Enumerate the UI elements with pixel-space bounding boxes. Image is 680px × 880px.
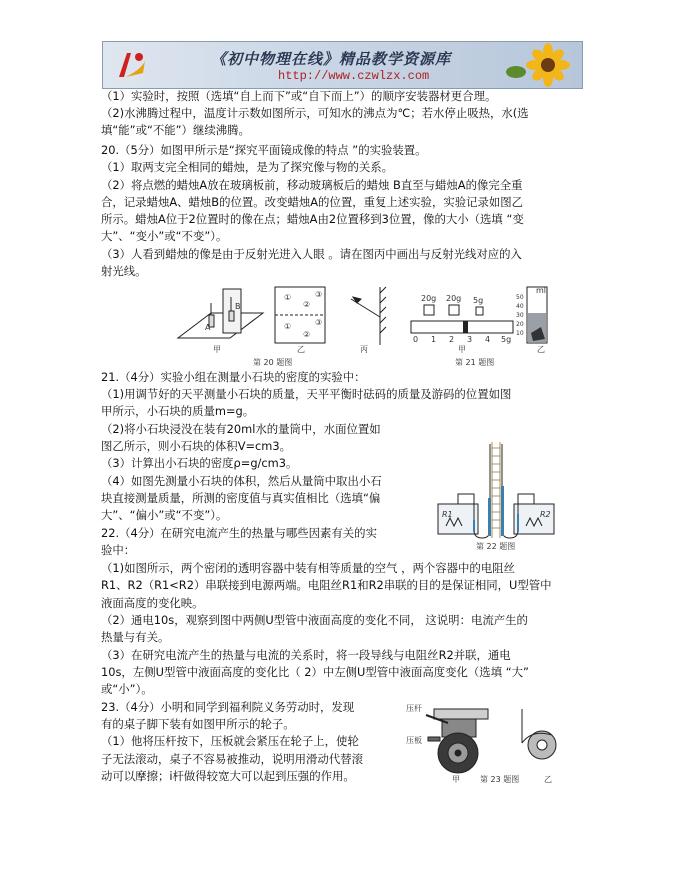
cylinder-mark: 20 <box>516 321 524 328</box>
label-press-plate: 压板 <box>406 736 422 745</box>
fig20-jia-diagram <box>178 289 263 338</box>
text-line: （2）将点燃的蜡烛A放在玻璃板前，移动玻璃板后的蜡烛 B直至与蜡烛A的像完全重 <box>101 178 523 192</box>
scale-tick: 1 <box>431 335 437 344</box>
figure-23-caption: 第 23 题图 <box>480 775 520 784</box>
sub-label-yi: 乙 <box>297 345 305 354</box>
text-line: （1）实验时，按照（选填“自上而下”或“自下而上”）的顺序安装器材更合理。 <box>101 89 497 103</box>
text-line: 大”、“变小”或“不变”）。 <box>101 229 228 243</box>
text-line: （3）人看到蜡烛的像是由于反射光进入人眼 。请在图丙中画出与反射光线对应的入 <box>101 247 522 261</box>
site-url[interactable]: http://www.czwlzx.com <box>278 69 430 83</box>
sub-label-bing: 丙 <box>360 345 368 354</box>
question-22-title: 22.（4分）在研究电流产生的热量与哪些因素有关的实 <box>101 526 377 540</box>
text-line: （1)用调节好的天平测量小石块的质量，天平平衡时砝码的质量及游码的位置如图 <box>101 387 512 401</box>
text-line: R1、R2（R1<R2）串联接到电源两端。电阻丝R1和R2串联的目的是保证相同，U型管中 <box>101 578 552 592</box>
position-1: ① <box>284 293 292 302</box>
cylinder-mark: 40 <box>516 303 524 310</box>
figure-22 <box>432 438 560 552</box>
fig20-bing-diagram <box>351 287 386 345</box>
text-line: 或“小”）。 <box>101 682 153 696</box>
cylinder-mark: 50 <box>516 294 524 301</box>
text-line: （2）通电10s，观察到图中两侧U型管中液面高度的变化不同， 这说明：电流产生的 <box>101 613 528 627</box>
label-r2: R2 <box>540 510 551 519</box>
cylinder-unit: ml <box>536 286 547 295</box>
text-line: （1)如图所示，两个密闭的透明容器中装有相等质量的空气 ，两个容器中的电阻丝 <box>101 561 515 575</box>
rider-marker <box>463 321 468 333</box>
text-line: 大”、“偏小”或“不变”）。 <box>101 508 228 522</box>
weight-20g-b: 20g <box>446 294 462 303</box>
sub-label-jia-21: 甲 <box>458 345 466 354</box>
question-20-title: 20.（5分）如图甲所示是“探究平面镜成像的特点 ”的实验装置。 <box>101 143 427 157</box>
label-r1: R1 <box>442 510 453 519</box>
position-2: ② <box>303 300 311 309</box>
question-21-title: 21.（4分）实验小组在测量小石块的密度的实验中： <box>101 370 366 384</box>
sunflower-image <box>498 42 578 88</box>
position-2-image: ② <box>303 330 311 339</box>
text-line: 子无法滚动，桌子不容易被推动，说明用滑动代替滚 <box>101 752 363 766</box>
position-1-image: ① <box>284 322 292 331</box>
text-line: （3）在研究电流产生的热量与电流的关系时，将一段导线与电阻丝R2并联，通电 <box>101 648 511 662</box>
label-b: B <box>235 302 241 311</box>
text-line: 射光线。 <box>101 264 147 278</box>
cylinder-mark: 30 <box>516 312 524 319</box>
header-banner <box>102 41 583 89</box>
question-23-title: 23.（4分）小明和同学到福利院义务劳动时，发现 <box>101 700 355 714</box>
figure-23 <box>404 703 572 785</box>
site-title: 《初中物理在线》精品教学资源库 <box>211 50 452 68</box>
scale-tick: 4 <box>485 335 491 344</box>
sub-label-jia: 甲 <box>213 345 221 354</box>
text-line: 10s，左侧U型管中液面高度的变化比（ 2）中左侧U型管中液面高度变化（选填 “大” <box>101 665 529 679</box>
position-3-image: ③ <box>315 318 323 327</box>
scale-tick: 5g <box>501 335 512 344</box>
text-line: （4）如图先测量小石块的体积，然后从量筒中取出小石 <box>101 474 382 488</box>
graduated-cylinder <box>527 287 547 343</box>
text-line: （2)将小石块浸没在装有20ml水的量筒中，水面位置如 <box>101 422 381 436</box>
label-press-lever: 压杆 <box>406 704 422 713</box>
sub-label-jia-23: 甲 <box>452 775 460 784</box>
fig21-weights <box>424 305 483 315</box>
balance-scale-bar <box>411 321 513 333</box>
sub-label-yi-23: 乙 <box>544 775 552 784</box>
figure-20-caption: 第 20 题图 <box>253 358 293 367</box>
position-3: ③ <box>315 290 323 299</box>
text-line: 图乙所示，则小石块的体积V=cm3。 <box>101 439 292 453</box>
label-a: A <box>205 323 211 332</box>
text-line: 块直接测量质量，所测的密度值与真实值相比（选填“偏 <box>101 491 381 505</box>
cylinder-mark: 10 <box>516 330 524 337</box>
figure-20-21 <box>175 283 565 367</box>
text-line: 热量与有关。 <box>101 630 170 644</box>
text-line: 甲所示，小石块的质量m=g。 <box>101 404 255 418</box>
text-line: 合，记录蜡烛A、蜡烛B的位置。改变蜡烛A的位置，重复上述实验，实验记录如图乙 <box>101 195 524 209</box>
text-line: 所示。蜡烛A位于2位置时的像在点；蜡烛A由2位置移到3位置，像的大小（选填 “变 <box>101 212 524 226</box>
figure-21-caption: 第 21 题图 <box>455 358 495 367</box>
text-line: （2)水沸腾过程中，温度计示数如图所示，可知水的沸点为℃；若水停止吸热，水(选 <box>101 106 529 120</box>
site-logo-icon <box>113 47 149 83</box>
text-line: 有的桌子脚下装有如图甲所示的轮子。 <box>101 717 295 731</box>
scale-tick: 3 <box>467 335 473 344</box>
text-line: 验中： <box>101 543 136 557</box>
text-line: 液面高度的变化映。 <box>101 596 204 610</box>
sub-label-yi-21: 乙 <box>537 345 545 354</box>
text-line: 动可以摩擦；i杆做得较宽大可以起到压强的作用。 <box>101 769 355 783</box>
scale-tick: 0 <box>413 335 419 344</box>
text-line: （1）取两支完全相同的蜡烛，是为了探究像与物的关系。 <box>101 160 394 174</box>
text-line: （1）他将压杆按下，压板就会紧压在轮子上，使轮 <box>101 734 359 748</box>
weight-20g-a: 20g <box>421 294 437 303</box>
text-line: （3）计算出小石块的密度ρ=g/cm3。 <box>101 456 298 470</box>
text-line: 填“能”或“不能”）继续沸腾。 <box>101 123 250 137</box>
scale-tick: 2 <box>449 335 455 344</box>
figure-22-caption: 第 22 题图 <box>476 542 516 551</box>
weight-5g: 5g <box>473 296 484 305</box>
